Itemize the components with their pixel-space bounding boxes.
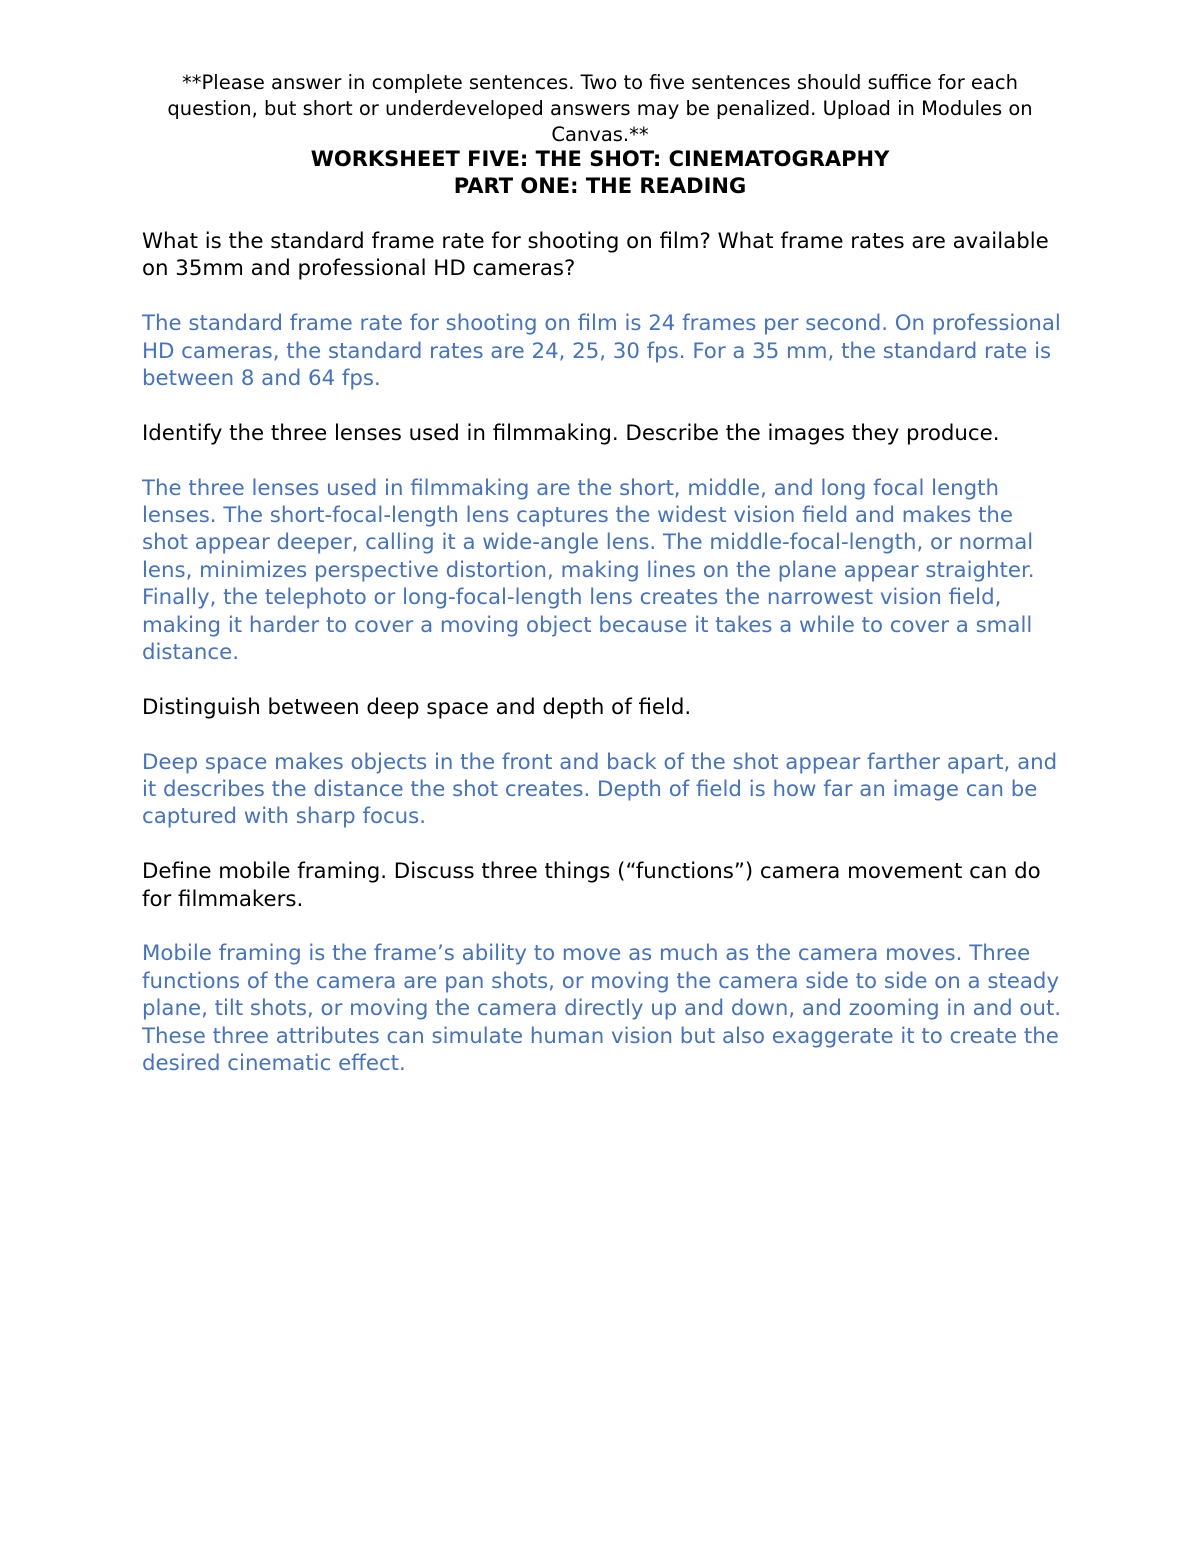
worksheet-title: WORKSHEET FIVE: THE SHOT: CINEMATOGRAPHY [310,147,890,171]
answer-3: Deep space makes objects in the front and back of the shot appear farther apart, and it describes the distance the shot creates. Depth of field is how far an image can be captured with sharp focus. [142,749,1058,830]
question-3: Distinguish between deep space and depth of field. [142,694,692,720]
instructions-note: **Please answer in complete sentences. Two to five sentences should suffice for each question, but short or underdeveloped answers may be penalized. Upload in Modules on Canvas.** [167,71,1033,146]
worksheet-subtitle: PART ONE: THE READING [453,174,747,198]
question-2: Identify the three lenses used in filmmaking. Describe the images they produce. [142,420,1000,446]
answer-2: The three lenses used in filmmaking are the short, middle, and long focal length lenses. The short-focal-length lens captures the widest vision field and makes the shot appear deeper, calling it a wide-angle lens. The middle-focal-length, or normal lens, minimizes perspective distortion, making lines on the plane appear straighter. Finally, the telephoto or long-focal-length lens creates the narrowest vision field, making it harder to cover a moving object because it takes a while to cover a small distance. [142,475,1035,666]
qa-section [142,228,1062,1105]
answer-1: The standard frame rate for shooting on film is 24 frames per second. On professional HD cameras, the standard rates are 24, 25, 30 fps. For a 35 mm, the standard rate is between 8 and 64 fps. [142,311,1061,392]
question-4: Define mobile framing. Discuss three things (“functions”) camera movement can do for filmmakers. [142,859,1041,912]
question-1: What is the standard frame rate for shooting on film? What frame rates are available on 35mm and professional HD cameras? [142,229,1049,282]
answer-4: Mobile framing is the frame’s ability to move as much as the camera moves. Three functions of the camera are pan shots, or moving the camera side to side on a steady plane, tilt shots, or moving the camera directly up and down, and zooming in and out. These three attributes can simulate human vision but also exaggerate it to create the desired cinematic effect. [142,941,1062,1077]
